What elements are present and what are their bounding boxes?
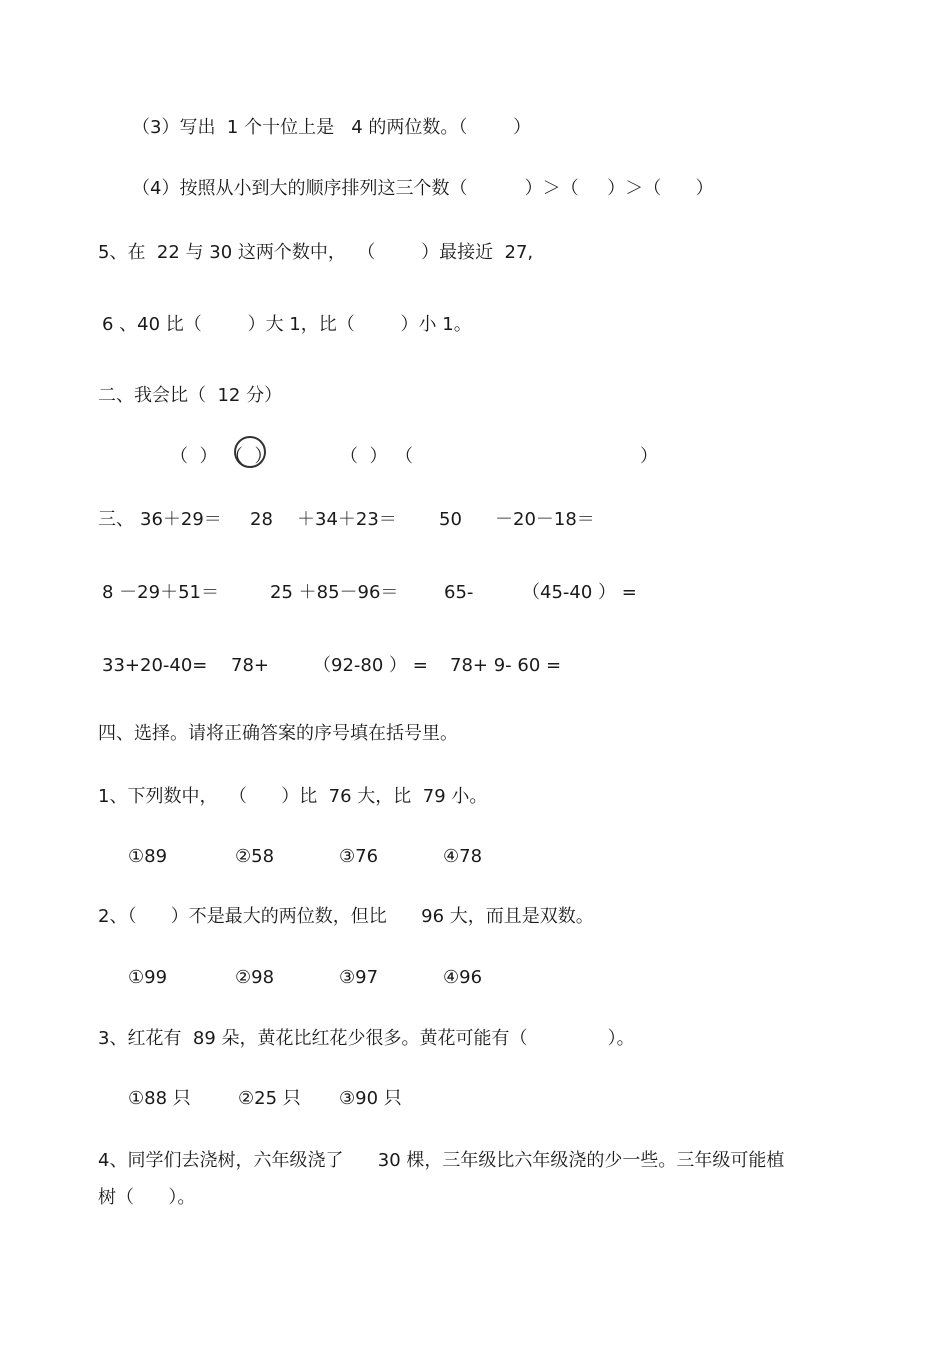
choice-3-option-1: ①88 只 bbox=[128, 1088, 191, 1109]
choice-1-option-1: ①89 bbox=[128, 846, 168, 867]
calc-r1-2: 28 bbox=[250, 509, 273, 530]
compare-blank-1: （ ） bbox=[170, 446, 218, 467]
calc-r1-3: ＋34＋23＝ bbox=[297, 509, 397, 530]
calc-r1-1: 36＋29＝ bbox=[140, 509, 222, 530]
calc-r3-2: 78+ bbox=[231, 655, 269, 676]
compare-blank-close: ） bbox=[640, 446, 658, 467]
section-4-heading: 四、选择。请将正确答案的序号填在括号里。 bbox=[98, 723, 458, 744]
calc-r2-2: 25 ＋85－96＝ bbox=[270, 582, 399, 603]
choice-2-option-3: ③97 bbox=[339, 967, 379, 988]
choice-4-line-2: 树（ ）。 bbox=[98, 1187, 196, 1208]
calc-r1-4: 50 bbox=[439, 509, 462, 530]
question-5: 5、在 22 与 30 这两个数中， （ ）最接近 27, bbox=[98, 242, 534, 263]
compare-blank-2: （ ） bbox=[225, 446, 273, 467]
circle-icon bbox=[234, 436, 266, 468]
calc-r3-4: 78+ 9- 60 = bbox=[450, 655, 562, 676]
choice-1-option-2: ②58 bbox=[235, 846, 275, 867]
choice-3: 3、红花有 89 朵，黄花比红花少很多。黄花可能有（ ）。 bbox=[98, 1028, 635, 1049]
section-2-heading: 二、我会比（ 12 分） bbox=[98, 385, 283, 406]
calc-r2-1: 8 －29＋51＝ bbox=[102, 582, 219, 603]
calc-r3-3: （92-80 ） = bbox=[313, 655, 428, 676]
choice-1: 1、下列数中， （ ）比 76 大，比 79 小。 bbox=[98, 786, 488, 807]
question-6: 6 、40 比（ ）大 1，比（ ）小 1。 bbox=[102, 314, 472, 335]
choice-2-option-2: ②98 bbox=[235, 967, 275, 988]
choice-3-option-2: ②25 只 bbox=[238, 1088, 301, 1109]
compare-blank-3: （ ） bbox=[340, 446, 388, 467]
choice-2: 2、（ ）不是最大的两位数，但比 96 大，而且是双数。 bbox=[98, 906, 594, 927]
choice-2-option-4: ④96 bbox=[443, 967, 483, 988]
choice-2-option-1: ①99 bbox=[128, 967, 168, 988]
question-3: （3）写出 1 个十位上是 4 的两位数。（ ） bbox=[132, 117, 532, 138]
choice-1-option-3: ③76 bbox=[339, 846, 379, 867]
calc-r2-4: （45-40 ） = bbox=[522, 582, 637, 603]
calc-r1-5: －20－18＝ bbox=[495, 509, 595, 530]
question-4: （4）按照从小到大的顺序排列这三个数（ ）＞（ ）＞（ ） bbox=[132, 178, 714, 199]
choice-3-option-3: ③90 只 bbox=[339, 1088, 402, 1109]
calc-r2-3: 65- bbox=[444, 582, 474, 603]
choice-1-option-4: ④78 bbox=[443, 846, 483, 867]
section-3-label: 三、 bbox=[98, 509, 134, 530]
compare-blank-4: （ bbox=[395, 446, 413, 467]
calc-r3-1: 33+20-40= bbox=[102, 655, 208, 676]
choice-4-line-1: 4、同学们去浇树，六年级浇了 30 棵，三年级比六年级浇的少一些。三年级可能植 bbox=[98, 1150, 785, 1171]
